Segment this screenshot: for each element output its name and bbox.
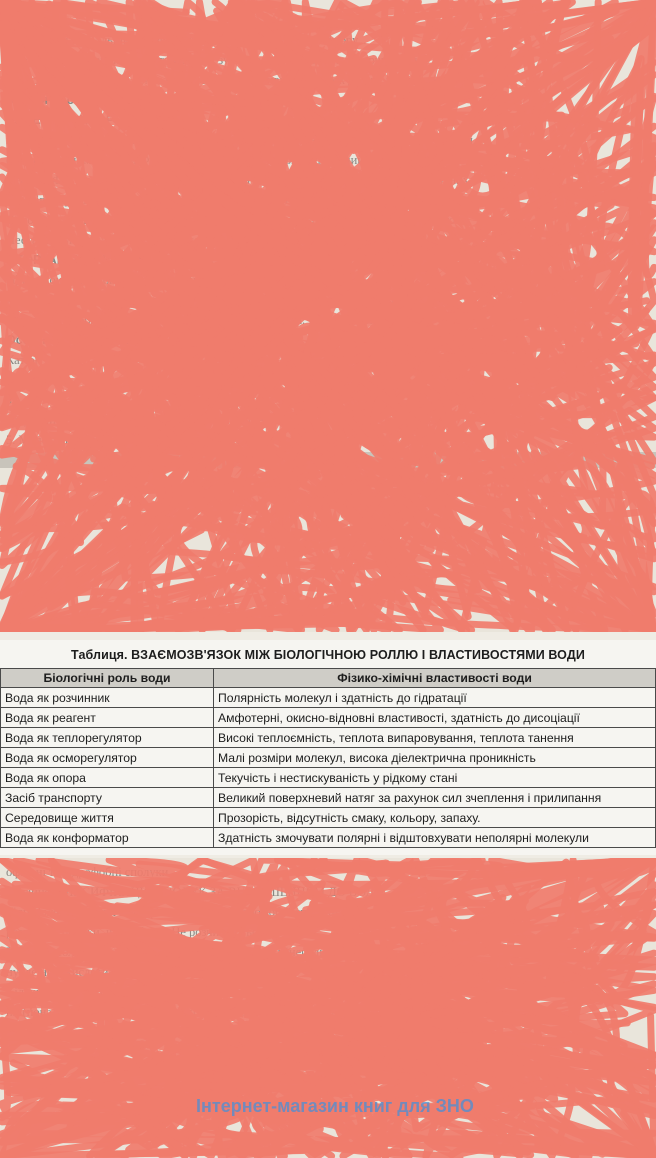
property-cell: Високі теплоємність, теплота випаровування, теплота танення bbox=[214, 728, 656, 748]
table-row bbox=[1, 748, 656, 768]
obscured-text-line: Основні прояви дефіциту Кальцію — судоми м'язів, порушення процесу росту кісток bbox=[6, 213, 462, 227]
obscured-text-line: Нестача Калію впливає на роботу серцевої проблеми м'язової діяльності bbox=[6, 233, 393, 247]
property-cell: Прозорість, відсутність смаку, кольору, запаху. bbox=[214, 808, 656, 828]
obscured-text-line: НЕОРГАНІЧНІ РЕЧОВИНИ — це неорганічні сполуки, що знаходяться bbox=[6, 253, 435, 267]
obscured-text-line: 2δ⁻ bbox=[6, 373, 25, 387]
water-role-table-section bbox=[0, 640, 656, 855]
header-physchem-properties: Фізико-хімічні властивості води bbox=[214, 669, 656, 688]
role-cell: Вода як осморегулятор bbox=[1, 748, 214, 768]
role-cell: Вода як реагент bbox=[1, 708, 214, 728]
table-row bbox=[1, 828, 656, 848]
property-cell: Здатність змочувати полярні і відштовхувати неполярні молекули bbox=[214, 828, 656, 848]
obscured-text-line: м рослинних продуктів, вживання біологічно активних добавок до їжі, препаратів bbox=[6, 73, 443, 87]
obscured-text-line: Особливості будови молекули води bbox=[6, 333, 231, 347]
role-cell: Засіб транспорту bbox=[1, 788, 214, 808]
property-cell: Амфотерні, окисно-відновні властивості, здатність до дисоціації bbox=[214, 708, 656, 728]
water-properties-table bbox=[0, 668, 656, 848]
obscured-text-line: 5. Молекули води є полярними (дипольність). bbox=[6, 433, 250, 447]
obscured-text-line: ни (понад 90 %), найменше — у клітинах (40–50 %) ... ссавців ... в bbox=[6, 1005, 359, 1019]
role-cell: Вода як опора bbox=[1, 768, 214, 788]
obscured-text-line: Серед усіх неорганічних сполук найважливішою є вода. ВОДА — неорганічна bbox=[6, 313, 426, 327]
table-row bbox=[1, 728, 656, 748]
role-cell: Середовище життя bbox=[1, 808, 214, 828]
obscured-text-line: р, що багаті на Кальцій, родзинки винограду містять багато фтору... bbox=[6, 33, 367, 47]
table-header-row bbox=[1, 669, 656, 688]
obscured-text-line: ЕНДЕМІЧНІ ХВОРОБИ bbox=[6, 113, 142, 127]
obscured-text-line: Нестача Феруму спричиняє анемію, а нестача Кальцію — захворювання кровотворних bbox=[6, 173, 470, 187]
obscured-text-line: лекулами полярних речовин з утворенням водневих bbox=[6, 413, 283, 427]
table-title: Таблиця. ВЗАЄМОЗВ'ЯЗОК МІЖ БІОЛОГІЧНОЮ РОЛЛЮ І ВЛАСТИВОСТЯМИ ВОДИ bbox=[71, 648, 585, 662]
obscured-text-line: δ⁺ bbox=[6, 393, 19, 407]
obscured-text-line: Катіон bbox=[6, 353, 42, 367]
obscured-text-line: о, з недостатнім вмістом Фтору — карієс, з надлишком ендемічний флюороз. bbox=[6, 153, 418, 167]
obscured-text-line: нуклеїнові кислоти (фосфати, силікати) bbox=[6, 965, 218, 979]
obscured-text-line: Розчинні солі, кислоти ...фосфоліпіди Неорганічні мінерали bbox=[6, 945, 326, 959]
obscured-text-line: органів, порушення нервово-психічного розвитку інтелекту в дітей. bbox=[6, 193, 368, 207]
table-row bbox=[1, 768, 656, 788]
property-cell: Великий поверхневий натяг за рахунок сил зчеплення і прилипання bbox=[214, 788, 656, 808]
obscured-text-line: Хімічні сполуки, що входять до неорганічних речовин, мають важливе значення bbox=[6, 293, 434, 307]
obscured-text-line: мікроелементів, наприклад, у місцевостях з недостатнім вмістом Йоду спостерігаються bbox=[6, 133, 473, 147]
table-row bbox=[1, 808, 656, 828]
obscured-text-line: Таблиця. КЛАСИФІКАЦІЯ СПОЛУК ЗА ВІДНОШЕННЯМ ДО ВОДИ bbox=[6, 885, 384, 899]
table-row bbox=[1, 788, 656, 808]
role-cell: Вода як теплорегулятор bbox=[1, 728, 214, 748]
role-cell: Вода як розчинник bbox=[1, 688, 214, 708]
header-biological-role: Біологічні роль води bbox=[1, 669, 214, 688]
table-row bbox=[1, 708, 656, 728]
obscured-text-line: Гідрофільні сполуки Амфіфільні сполуки Гідрофобні сполуки bbox=[6, 905, 339, 919]
property-cell: Текучість і нестискуваність у рідкому стані bbox=[214, 768, 656, 788]
table-row bbox=[1, 688, 656, 708]
store-watermark: Інтернет-магазин книг для ЗНО bbox=[196, 1096, 474, 1116]
obscured-text-line: і функціонально пов'язані з організмом. bbox=[6, 273, 218, 287]
role-cell: Вода як конформатор bbox=[1, 828, 214, 848]
obscured-text-line: обистої гігієни наприклад, фторовмісні зубні пасти), раціональне харчування bbox=[6, 53, 418, 67]
property-cell: Малі розміри молекул, висока діелектрична проникність bbox=[214, 748, 656, 768]
obscured-text-line: Кількість води в організмі у різних органах... з кістках, дентину (99,8 %) bbox=[6, 985, 393, 999]
obscured-text-line: оняття про ендемічні хвороби bbox=[6, 93, 195, 107]
obscured-text-line: офільні та гідрофобні сполуки bbox=[6, 865, 169, 879]
property-cell: Полярність молекул і здатність до гідратації bbox=[214, 688, 656, 708]
obscured-text-line: розчинні сполуки, що добре ... Не розчиняються bbox=[6, 925, 264, 939]
